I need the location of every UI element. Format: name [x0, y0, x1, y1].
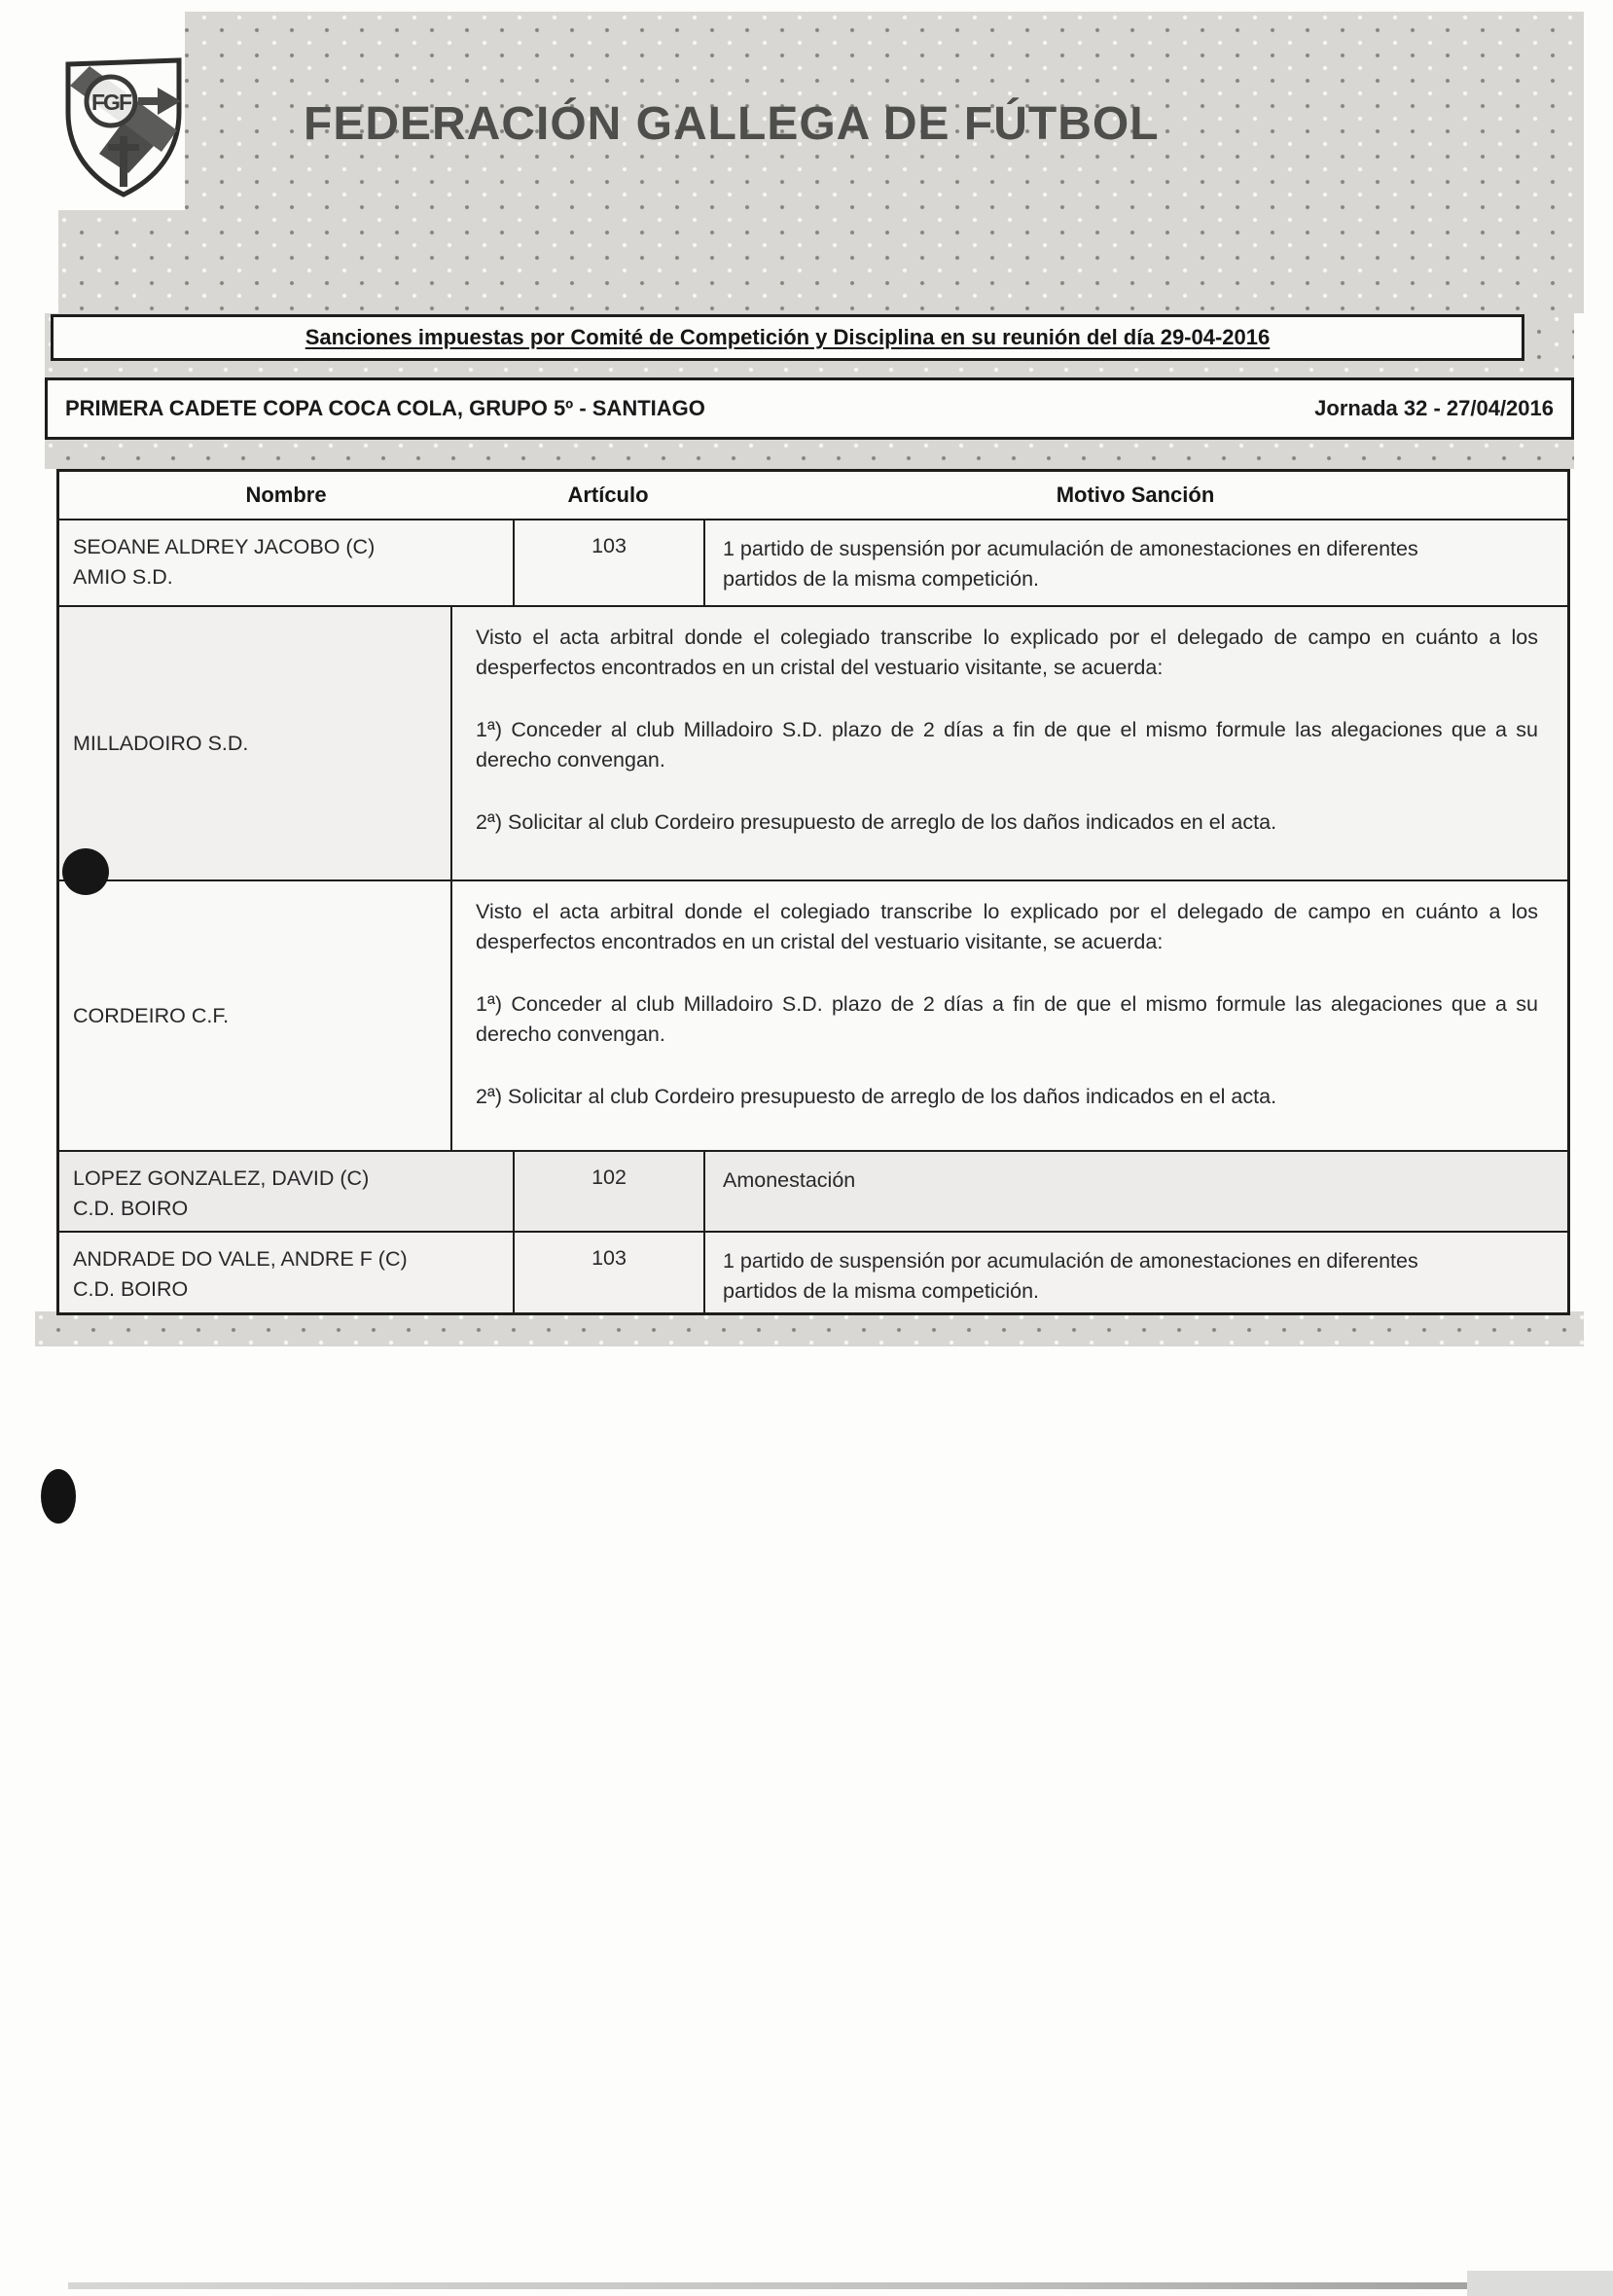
- sanctions-title-bar: [51, 314, 1524, 361]
- club-name: C.D. BOIRO: [73, 1277, 189, 1302]
- resolution-paragraph: 1ª) Conceder al club Milladoiro S.D. plazo de 2 días a fin de que el mismo formule las alegaciones que a su derecho convengan.: [476, 992, 1538, 1047]
- table-row: [59, 879, 1567, 1150]
- resolution-paragraph: Visto el acta arbitral donde el colegiado transcribe lo explicado por el delegado de campo en cuánto a los desperfectos encontrados en un cristal del vestuario visitante, se acuerda:: [476, 625, 1538, 679]
- competition-bar: [45, 377, 1574, 440]
- club-name-cell: CORDEIRO C.F.: [73, 1003, 230, 1027]
- column-header-nombre: Nombre: [245, 482, 327, 507]
- column-header-motivo-sancion: Motivo Sanción: [1056, 482, 1215, 507]
- scan-corner-shadow: [1467, 2271, 1613, 2296]
- matchday-date: Jornada 32 - 27/04/2016: [1314, 396, 1554, 420]
- crest-sword-blade: [120, 136, 127, 187]
- sanctions-title: Sanciones impuestas por Comité de Competición y Disciplina en su reunión del día 29-04-2016: [305, 325, 1271, 349]
- fgf-crest-logo: [60, 53, 187, 200]
- articulo-cell: 103: [513, 1233, 703, 1312]
- hole-punch: [41, 1469, 76, 1524]
- articulo-cell: 103: [513, 520, 703, 605]
- motivo-cell: 1 partido de suspensión por acumulación de amonestaciones en diferentes partidos de la misma competición.: [703, 520, 1567, 605]
- player-name: ANDRADE DO VALE, ANDRE F (C): [73, 1247, 408, 1272]
- player-name-cell: [59, 1233, 513, 1312]
- federation-name: FEDERACIÓN GALLEGA DE FÚTBOL: [304, 98, 1160, 150]
- club-name-cell: MILLADOIRO S.D.: [73, 731, 249, 755]
- hole-punch: [62, 848, 109, 895]
- resolution-paragraph: 1ª) Conceder al club Milladoiro S.D. plazo de 2 días a fin de que el mismo formule las alegaciones que a su derecho convengan.: [476, 717, 1538, 771]
- table-header-row: [59, 472, 1567, 519]
- table-row: [59, 1150, 1567, 1231]
- resolution-text-cell: [450, 881, 1567, 1150]
- table-row: [59, 605, 1567, 880]
- club-name: AMIO S.D.: [73, 564, 173, 589]
- header-band: [58, 12, 1584, 313]
- competition-name: PRIMERA CADETE COPA COCA COLA, GRUPO 5º - SANTIAGO: [65, 396, 705, 420]
- crest-sword-guard: [108, 144, 139, 151]
- table-row: [59, 519, 1567, 605]
- player-name-cell: [59, 520, 513, 605]
- resolution-paragraph: 2ª) Solicitar al club Cordeiro presupuesto de arreglo de los daños indicados en el acta.: [476, 1085, 1277, 1109]
- player-name: SEOANE ALDREY JACOBO (C): [73, 534, 376, 558]
- player-name-cell: [59, 1152, 513, 1231]
- resolution-paragraph: 2ª) Solicitar al club Cordeiro presupuesto de arreglo de los daños indicados en el acta.: [476, 809, 1277, 834]
- resolution-text-cell: [450, 607, 1567, 880]
- column-header-articulo: Artículo: [567, 482, 649, 507]
- footer-dot-band: [35, 1311, 1584, 1346]
- motivo-cell: 1 partido de suspensión por acumulación de amonestaciones en diferentes partidos de la misma competición.: [703, 1233, 1567, 1312]
- crest-monogram-text: FGF: [91, 90, 130, 115]
- resolution-paragraph: Visto el acta arbitral donde el colegiado transcribe lo explicado por el delegado de campo en cuánto a los desperfectos encontrados en un cristal del vestuario visitante, se acuerda:: [476, 900, 1538, 954]
- table-row: [59, 1231, 1567, 1312]
- club-name: C.D. BOIRO: [73, 1197, 189, 1221]
- articulo-cell: 102: [513, 1152, 703, 1231]
- motivo-cell: Amonestación: [703, 1152, 1567, 1231]
- player-name: LOPEZ GONZALEZ, DAVID (C): [73, 1166, 370, 1191]
- sanctions-table: [56, 469, 1570, 1315]
- scan-bottom-edge: [68, 2282, 1537, 2289]
